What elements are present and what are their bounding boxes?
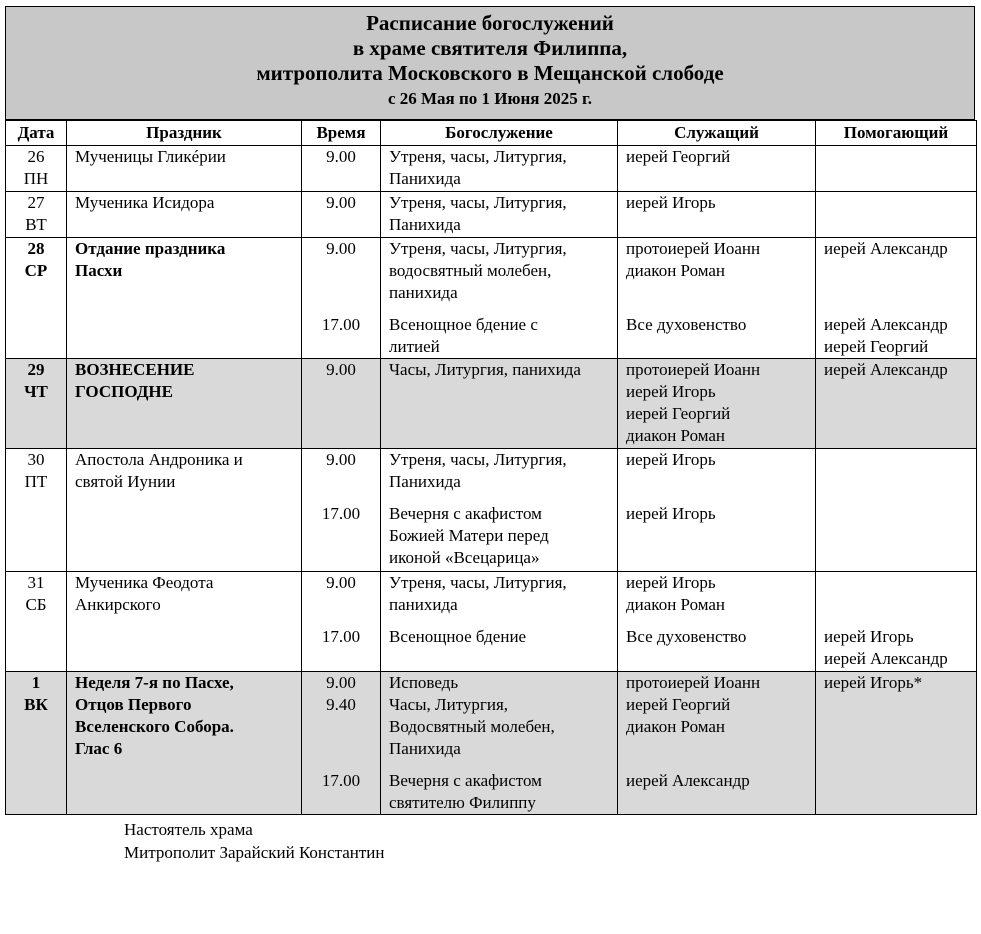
service-block xyxy=(389,449,609,493)
table-header-row xyxy=(6,121,977,146)
cell-line: Всенощное бдение с xyxy=(389,315,538,334)
time-block xyxy=(310,503,372,569)
signature-block xyxy=(124,818,384,864)
cell-line: иерей Игорь xyxy=(626,450,716,469)
celebrant-block xyxy=(626,503,807,569)
celebrant-cell xyxy=(618,192,816,238)
weekday: ПН xyxy=(23,169,49,188)
celebrant-cell xyxy=(618,238,816,359)
time-cell xyxy=(302,238,381,359)
cell-line: Утреня, часы, Литургия, xyxy=(389,573,567,592)
cell-line: протоиерей Иоанн xyxy=(626,360,761,379)
celebrant-block xyxy=(626,192,807,236)
assistant-block xyxy=(824,449,968,493)
feast-cell xyxy=(67,672,302,815)
cell-line: диакон Роман xyxy=(626,261,726,280)
date-cell xyxy=(6,572,67,672)
time-cell xyxy=(302,449,381,572)
col-header-feast: Праздник xyxy=(67,121,302,146)
service-block xyxy=(389,770,609,814)
cell-line: Вечерня с акафистом xyxy=(389,504,542,523)
time-block xyxy=(310,238,372,304)
assistant-cell xyxy=(816,449,977,572)
cell-line: иерей Георгий xyxy=(824,337,929,356)
cell-line: 9.40 xyxy=(326,695,356,714)
assistant-block xyxy=(824,359,968,447)
cell-line: Божией Матери перед xyxy=(389,526,549,545)
assistant-cell xyxy=(816,359,977,449)
cell-line: панихида xyxy=(389,283,458,302)
service-block xyxy=(389,626,609,670)
schedule-period: с 26 Мая по 1 Июня 2025 г. xyxy=(387,89,593,108)
cell-line: иерей Игорь xyxy=(626,573,716,592)
time-block xyxy=(310,572,372,616)
assistant-block xyxy=(824,503,968,569)
table-row xyxy=(6,238,977,359)
schedule-table xyxy=(5,120,977,815)
cell-line: иерей Александр xyxy=(824,239,948,258)
cell-line: иерей Георгий xyxy=(626,404,731,423)
cell-line: 9.00 xyxy=(326,573,356,592)
time-block xyxy=(310,626,372,670)
cell-line: Отцов Первого xyxy=(75,695,192,714)
col-header-celebrant: Служащий xyxy=(618,121,816,146)
col-header-time: Время xyxy=(302,121,381,146)
table-row xyxy=(6,449,977,572)
feast-cell xyxy=(67,572,302,672)
feast-cell xyxy=(67,238,302,359)
celebrant-cell xyxy=(618,146,816,192)
cell-line: Утреня, часы, Литургия, xyxy=(389,147,567,166)
cell-line: Всенощное бдение xyxy=(389,627,527,646)
weekday: ЧТ xyxy=(24,382,48,401)
celebrant-block xyxy=(626,449,807,493)
cell-line: 9.00 xyxy=(326,673,356,692)
cell-line: протоиерей Иоанн xyxy=(626,239,761,258)
date-cell xyxy=(6,238,67,359)
celebrant-cell xyxy=(618,672,816,815)
schedule-body xyxy=(6,146,977,815)
time-block xyxy=(310,146,372,190)
cell-line: святителю Филиппу xyxy=(389,793,536,812)
cell-line: иерей Игорь* xyxy=(824,673,923,692)
cell-line: иерей Александр xyxy=(626,771,750,790)
cell-line: диакон Роман xyxy=(626,717,726,736)
cell-line: Неделя 7-я по Пасхе, xyxy=(75,673,234,692)
time-block xyxy=(310,314,372,358)
service-cell xyxy=(381,192,618,238)
cell-line: Мученицы Гликéрии xyxy=(75,147,226,166)
cell-line: 9.00 xyxy=(326,360,356,379)
time-cell xyxy=(302,146,381,192)
time-cell xyxy=(302,672,381,815)
celebrant-cell xyxy=(618,449,816,572)
day-number: 28 xyxy=(27,239,45,258)
service-cell xyxy=(381,572,618,672)
date-cell xyxy=(6,359,67,449)
cell-line: Утреня, часы, Литургия, xyxy=(389,193,567,212)
cell-line: Часы, Литургия, панихида xyxy=(389,360,581,379)
time-block xyxy=(310,672,372,760)
cell-line: иерей Игорь xyxy=(626,193,716,212)
cell-line: иерей Георгий xyxy=(626,695,731,714)
cell-line: 9.00 xyxy=(326,193,356,212)
cell-line: иерей Игорь xyxy=(626,504,716,523)
cell-line: Мученика Исидора xyxy=(75,193,215,212)
service-block xyxy=(389,314,609,358)
cell-line: Вечерня с акафистом xyxy=(389,771,542,790)
col-header-service: Богослужение xyxy=(381,121,618,146)
assistant-cell xyxy=(816,672,977,815)
weekday: СБ xyxy=(25,595,47,614)
assistant-block xyxy=(824,672,968,760)
cell-line: Утреня, часы, Литургия, xyxy=(389,450,567,469)
table-row xyxy=(6,359,977,449)
assistant-block xyxy=(824,626,968,670)
service-cell xyxy=(381,449,618,572)
cell-line: литией xyxy=(389,337,440,356)
cell-line: диакон Роман xyxy=(626,426,726,445)
cell-line: святой Иунии xyxy=(75,472,176,491)
cell-line: иконой «Всецарица» xyxy=(389,548,540,567)
rector-title: Настоятель храма xyxy=(124,820,253,839)
weekday: ВК xyxy=(24,695,48,714)
service-cell xyxy=(381,146,618,192)
cell-line: Пасхи xyxy=(75,261,123,280)
schedule-header xyxy=(5,6,975,120)
service-block xyxy=(389,503,609,569)
time-block xyxy=(310,359,372,447)
cell-line: Часы, Литургия, xyxy=(389,695,509,714)
time-block xyxy=(310,192,372,236)
cell-line: Панихида xyxy=(389,739,461,758)
service-block xyxy=(389,572,609,616)
service-cell xyxy=(381,359,618,449)
col-header-assistant: Помогающий xyxy=(816,121,977,146)
cell-line: диакон Роман xyxy=(626,595,726,614)
cell-line: иерей Александр xyxy=(824,315,948,334)
col-header-date: Дата xyxy=(6,121,67,146)
table-row xyxy=(6,146,977,192)
cell-line: 9.00 xyxy=(326,450,356,469)
celebrant-block xyxy=(626,314,807,358)
day-number: 26 xyxy=(27,147,45,166)
assistant-block xyxy=(824,238,968,304)
cell-line: Все духовенство xyxy=(626,315,747,334)
assistant-block xyxy=(824,572,968,616)
date-cell xyxy=(6,449,67,572)
cell-line: протоиерей Иоанн xyxy=(626,673,761,692)
date-cell xyxy=(6,672,67,815)
title-line-2: в храме святителя Филиппа, xyxy=(352,36,628,60)
rector-name: Митрополит Зарайский Константин xyxy=(124,843,385,862)
assistant-cell xyxy=(816,192,977,238)
table-row xyxy=(6,192,977,238)
cell-line: Апостола Андроника и xyxy=(75,450,243,469)
cell-line: Анкирского xyxy=(75,595,161,614)
cell-line: Панихида xyxy=(389,169,461,188)
assistant-block xyxy=(824,146,968,190)
assistant-cell xyxy=(816,238,977,359)
time-cell xyxy=(302,359,381,449)
day-number: 29 xyxy=(27,360,45,379)
cell-line: иерей Александр xyxy=(824,360,948,379)
celebrant-block xyxy=(626,238,807,304)
cell-line: 17.00 xyxy=(321,771,361,790)
feast-cell xyxy=(67,359,302,449)
feast-cell xyxy=(67,146,302,192)
cell-line: ГОСПОДНЕ xyxy=(75,382,173,401)
cell-line: 9.00 xyxy=(326,147,356,166)
cell-line: 17.00 xyxy=(321,315,361,334)
cell-line: Отдание праздника xyxy=(75,239,226,258)
weekday: СР xyxy=(24,261,48,280)
service-cell xyxy=(381,672,618,815)
day-number: 27 xyxy=(27,193,45,212)
service-block xyxy=(389,672,609,760)
cell-line: иерей Александр xyxy=(824,649,948,668)
date-cell xyxy=(6,192,67,238)
service-cell xyxy=(381,238,618,359)
service-block xyxy=(389,359,609,447)
celebrant-block xyxy=(626,626,807,670)
cell-line: Панихида xyxy=(389,472,461,491)
assistant-cell xyxy=(816,146,977,192)
time-block xyxy=(310,770,372,814)
cell-line: Все духовенство xyxy=(626,627,747,646)
service-block xyxy=(389,238,609,304)
cell-line: 17.00 xyxy=(321,627,361,646)
title-line-3: митрополита Московского в Мещанской слободе xyxy=(256,61,724,85)
celebrant-cell xyxy=(618,572,816,672)
cell-line: водосвятный молебен, xyxy=(389,261,552,280)
table-row xyxy=(6,572,977,672)
celebrant-block xyxy=(626,572,807,616)
title-line-1: Расписание богослужений xyxy=(366,11,614,35)
cell-line: Водосвятный молебен, xyxy=(389,717,555,736)
cell-line: панихида xyxy=(389,595,458,614)
celebrant-block xyxy=(626,770,807,814)
cell-line: Вселенского Собора. xyxy=(75,717,234,736)
assistant-block xyxy=(824,314,968,358)
time-cell xyxy=(302,572,381,672)
celebrant-cell xyxy=(618,359,816,449)
assistant-block xyxy=(824,192,968,236)
feast-cell xyxy=(67,192,302,238)
cell-line: 9.00 xyxy=(326,239,356,258)
day-number: 1 xyxy=(31,673,41,692)
assistant-cell xyxy=(816,572,977,672)
cell-line: 17.00 xyxy=(321,504,361,523)
celebrant-block xyxy=(626,146,807,190)
weekday: ВТ xyxy=(25,215,47,234)
celebrant-block xyxy=(626,672,807,760)
cell-line: Панихида xyxy=(389,215,461,234)
time-block xyxy=(310,449,372,493)
cell-line: иерей Георгий xyxy=(626,147,731,166)
cell-line: Глас 6 xyxy=(75,739,123,758)
assistant-block xyxy=(824,770,968,814)
date-cell xyxy=(6,146,67,192)
day-number: 30 xyxy=(27,450,45,469)
cell-line: Мученика Феодота xyxy=(75,573,214,592)
table-row xyxy=(6,672,977,815)
weekday: ПТ xyxy=(24,472,48,491)
cell-line: Утреня, часы, Литургия, xyxy=(389,239,567,258)
cell-line: иерей Игорь xyxy=(626,382,716,401)
celebrant-block xyxy=(626,359,807,447)
cell-line: ВОЗНЕСЕНИЕ xyxy=(75,360,195,379)
cell-line: Исповедь xyxy=(389,673,459,692)
feast-cell xyxy=(67,449,302,572)
cell-line: иерей Игорь xyxy=(824,627,914,646)
day-number: 31 xyxy=(27,573,45,592)
service-block xyxy=(389,146,609,190)
service-block xyxy=(389,192,609,236)
time-cell xyxy=(302,192,381,238)
